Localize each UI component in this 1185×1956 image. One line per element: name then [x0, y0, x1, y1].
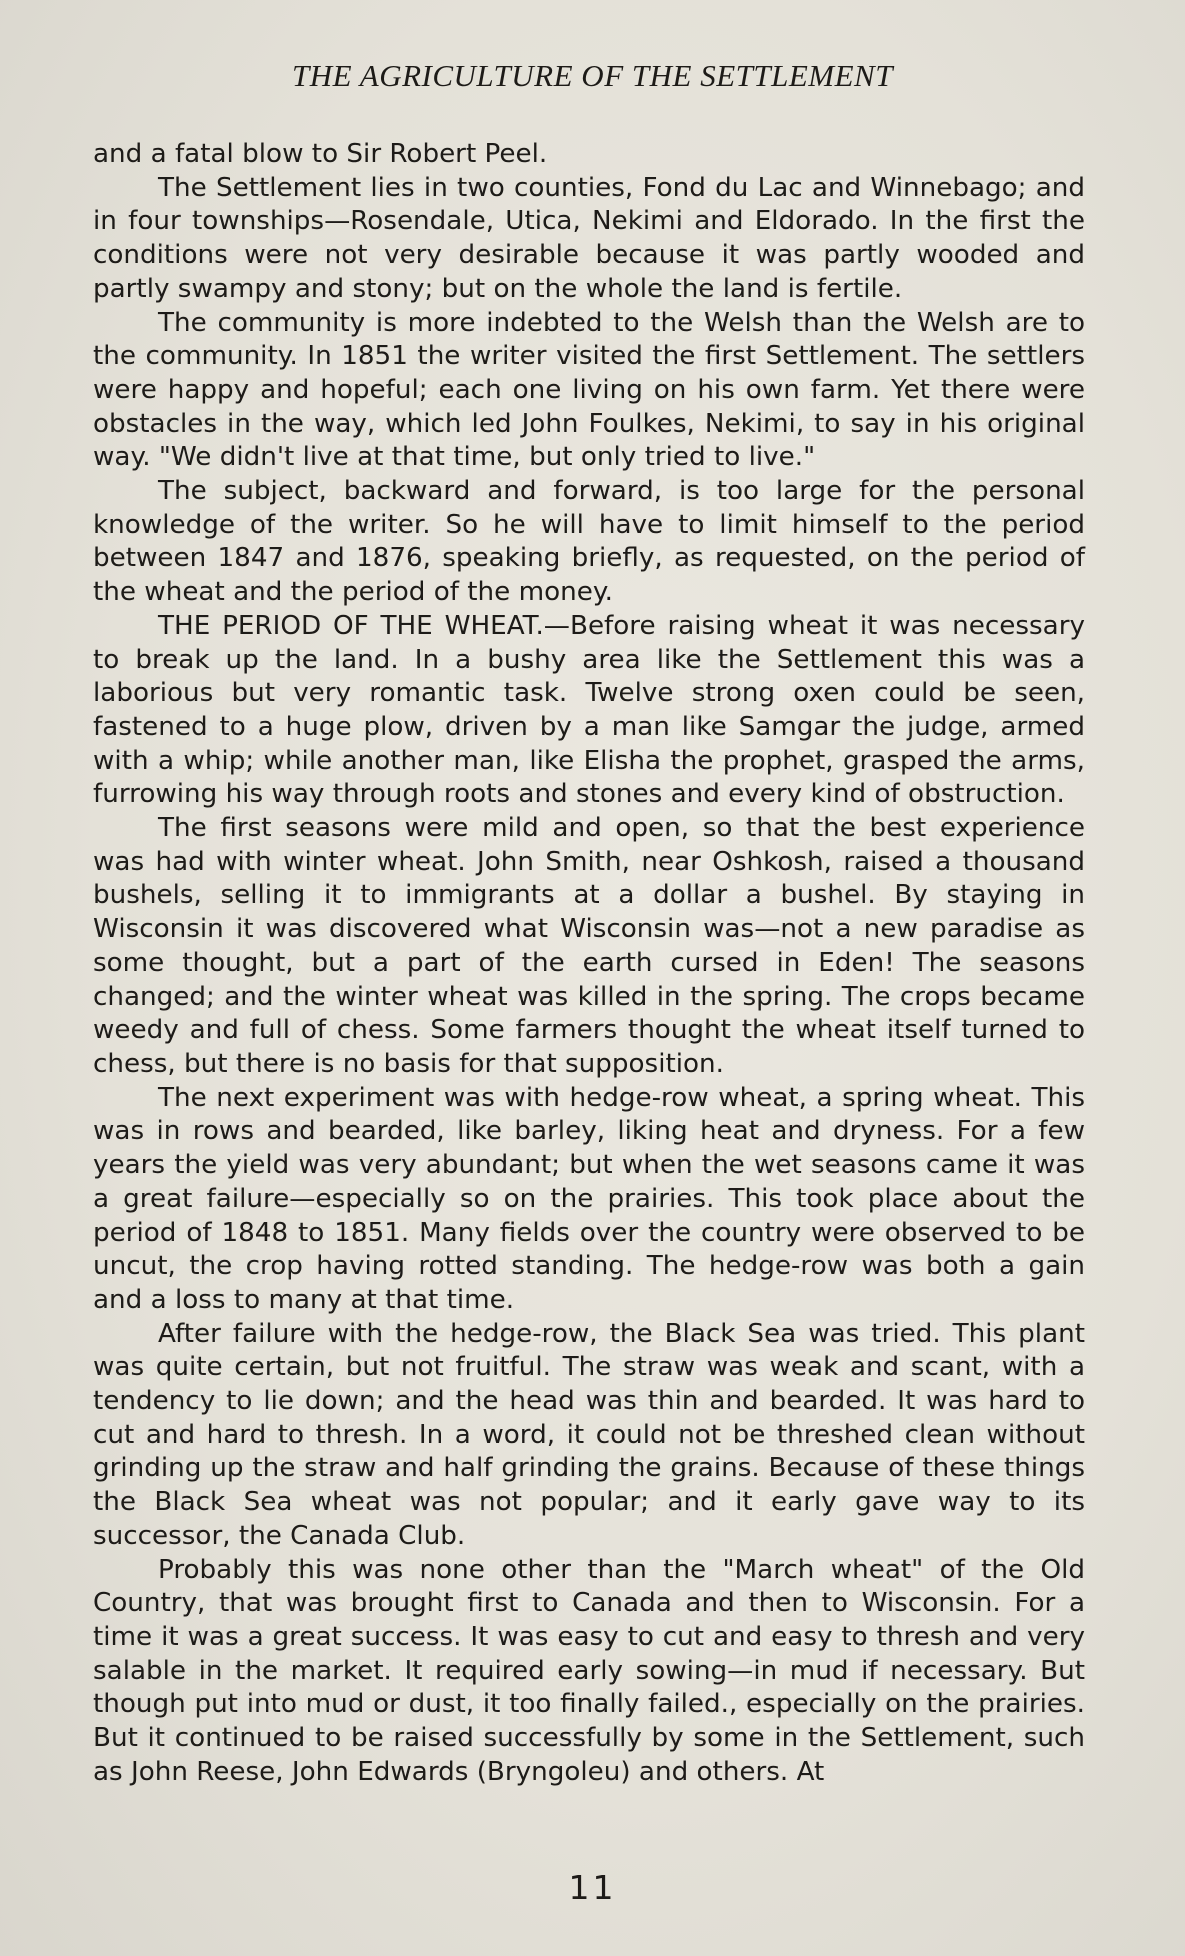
paragraph-black-sea-wheat: After failure with the hedge-row, the Black Sea was tried. This plant was quite certain, but not fruitful. The straw was weak and scant, with a tendency to lie down; and the head was thin and bearded. It was hard to cut and hard to thresh. In a word, it could not be threshed clean without grinding up the straw and half grinding the grains. Because of these things the Black Sea wheat was not popular; and it early gave way to its successor, the Canada Club.: [93, 1318, 1085, 1551]
paragraph-period-of-wheat: THE PERIOD OF THE WHEAT.—Before raising wheat it was necessary to break up the land. In a bushy area like the Settlement this was a laborious but very romantic task. Twelve strong oxen could be seen, fastened to a huge plow, driven by a man like Samgar the judge, armed with a whip; while another man, like Elisha the prophet, grasped the arms, furrowing his way through roots and stones and every kind of obstruction.: [93, 610, 1085, 810]
page-number: 11: [568, 1868, 617, 1907]
running-title: THE AGRICULTURE OF THE SETTLEMENT: [292, 58, 893, 93]
page-body: [93, 138, 1085, 1789]
paragraph-hedge-row-wheat: The next experiment was with hedge-row wheat, a spring wheat. This was in rows and bearded, like barley, liking heat and dryness. For a few years the yield was very abundant; but when the wet seasons came it was a great failure—especially so on the prairies. This took place about the period of 1848 to 1851. Many fields over the country were observed to be uncut, the crop having rotted standing. The hedge-row was both a gain and a loss to many at that time.: [93, 1082, 1085, 1315]
paragraph-subject: The subject, backward and forward, is too large for the personal knowledge of the writer. So he will have to limit himself to the period between 1847 and 1876, speaking briefly, as requested, on the period of the wheat and the period of the money.: [93, 476, 1085, 608]
paragraph-community: The community is more indebted to the Welsh than the Welsh are to the community. In 1851 the writer visited the first Settlement. The settlers were happy and hopeful; each one living on his own farm. Yet there were obstacles in the way, which led John Foulkes, Nekimi, to say in his original way. "We didn't live at that time, but only tried to live.": [93, 307, 1085, 473]
paragraph-continuation: and a fatal blow to Sir Robert Peel.: [93, 139, 548, 169]
paragraph-march-wheat: Probably this was none other than the "March wheat" of the Old Country, that was brought first to Canada and then to Wisconsin. For a time it was a great success. It was easy to cut and easy to thresh and very salable in the market. It required early sowing—in mud if necessary. But though put into mud or dust, it too finally failed., especially on the prairies. But it continued to be raised successfully by some in the Settlement, such as John Reese, John Edwards (Bryngoleu) and others. At: [93, 1554, 1085, 1787]
paragraph-winter-wheat: The first seasons were mild and open, so that the best experience was had with winter wheat. John Smith, near Oshkosh, raised a thousand bushels, selling it to immigrants at a dollar a bushel. By staying in Wisconsin it was discovered what Wisconsin was—not a new paradise as some thought, but a part of the earth cursed in Eden! The seasons changed; and the winter wheat was killed in the spring. The crops became weedy and full of chess. Some farmers thought the wheat itself turned to chess, but there is no basis for that supposition.: [93, 813, 1085, 1079]
paragraph-settlement-location: The Settlement lies in two counties, Fond du Lac and Winnebago; and in four townships—Rosendale, Utica, Nekimi and Eldorado. In the first the conditions were not very desirable because it was partly wooded and partly swampy and stony; but on the whole the land is fertile.: [93, 172, 1085, 304]
